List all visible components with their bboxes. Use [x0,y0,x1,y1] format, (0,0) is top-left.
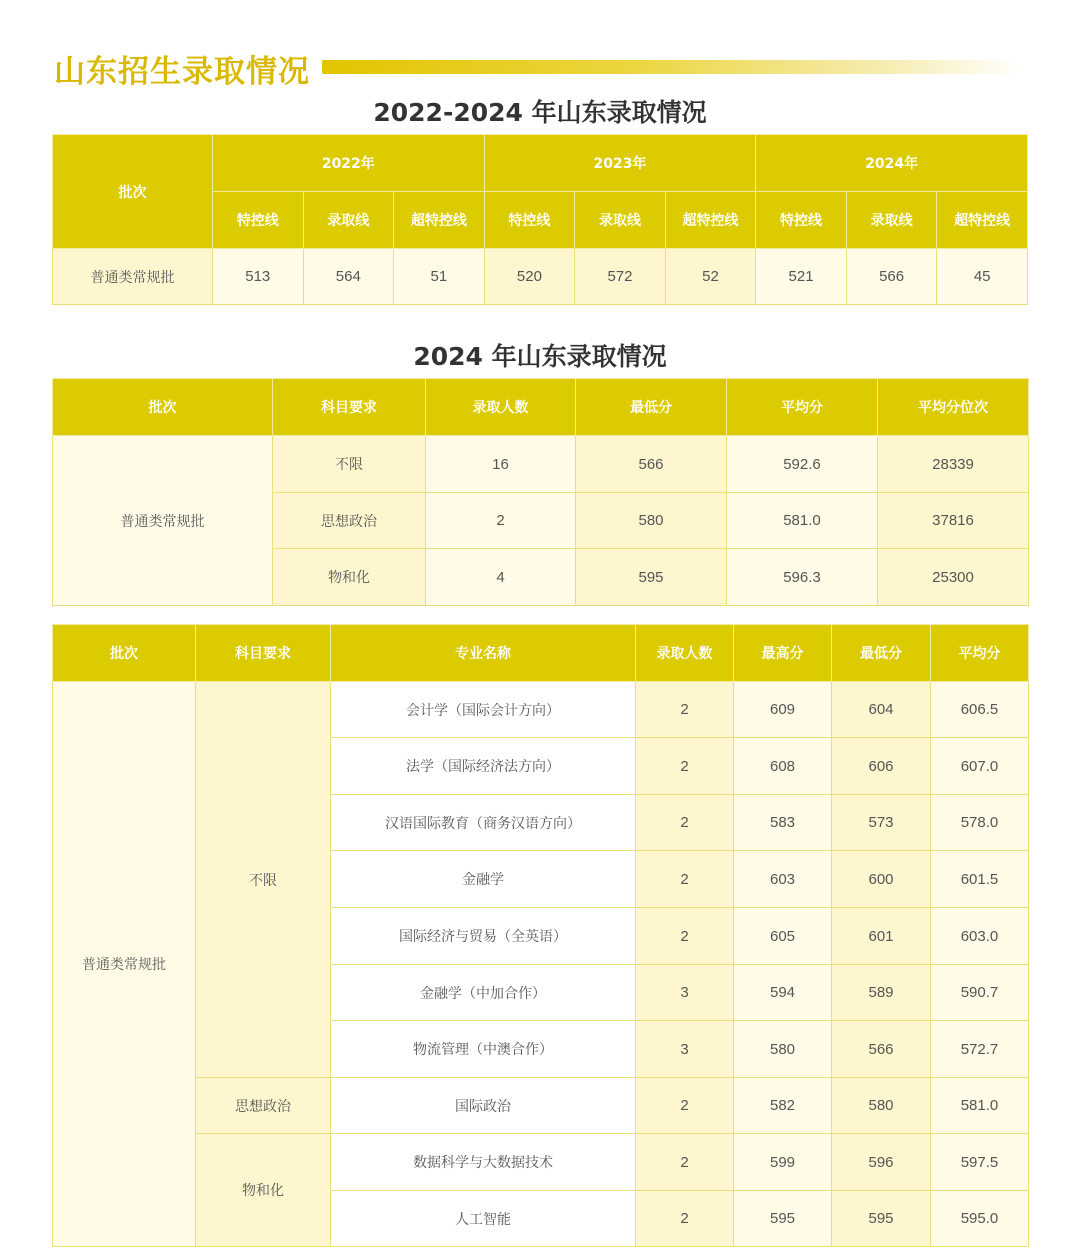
cell-major: 会计学（国际会计方向） [331,682,636,738]
cell-count: 2 [636,908,734,965]
cell-value: 566 [846,249,937,305]
cell-avg: 595.0 [931,1191,1029,1247]
cell-count: 2 [636,682,734,738]
header-min-score: 最低分 [832,625,931,682]
header-major: 专业名称 [331,625,636,682]
cell-value: 51 [394,249,485,305]
cell-subject-group: 思想政治 [196,1078,331,1134]
cell-max: 582 [734,1078,832,1134]
cell-min: 566 [576,436,727,493]
header-special-line: 特控线 [213,192,304,249]
table-2024-majors [52,624,1029,1247]
cell-min: 573 [832,795,931,851]
cell-count: 3 [636,965,734,1021]
cell-max: 583 [734,795,832,851]
section-heading-title: 山东招生录取情况 [54,54,310,90]
cell-max: 603 [734,851,832,908]
cell-count: 4 [426,549,576,606]
cell-avg: 572.7 [931,1021,1029,1078]
header-batch: 批次 [53,625,196,682]
header-year-2024: 2024年 [756,135,1028,192]
cell-subject-group: 不限 [196,682,331,1078]
header-batch: 批次 [53,135,213,249]
cell-value: 513 [213,249,304,305]
cell-subject: 不限 [273,436,426,493]
cell-count: 2 [636,738,734,795]
cell-major: 国际政治 [331,1078,636,1134]
cell-avg: 581.0 [931,1078,1029,1134]
header-min-score: 最低分 [576,379,727,436]
header-year-2023: 2023年 [484,135,756,192]
cell-max: 594 [734,965,832,1021]
cell-min: 604 [832,682,931,738]
cell-avg: 596.3 [727,549,878,606]
cell-max: 599 [734,1134,832,1191]
cell-max: 609 [734,682,832,738]
header-special-line: 特控线 [756,192,847,249]
cell-count: 2 [636,1078,734,1134]
cell-avg: 581.0 [727,493,878,549]
cell-count: 2 [426,493,576,549]
header-over-line: 超特控线 [394,192,485,249]
cell-value: 520 [484,249,575,305]
cell-min: 596 [832,1134,931,1191]
header-subject: 科目要求 [196,625,331,682]
cell-value: 45 [937,249,1028,305]
cell-min: 595 [576,549,727,606]
table1-title: 2022-2024 年山东录取情况 [373,98,707,127]
cell-avg: 607.0 [931,738,1029,795]
cell-avg: 606.5 [931,682,1029,738]
header-max-score: 最高分 [734,625,832,682]
cell-max: 608 [734,738,832,795]
table-2024-summary [52,378,1029,606]
cell-major: 法学（国际经济法方向） [331,738,636,795]
header-year-2022: 2022年 [213,135,485,192]
cell-min: 601 [832,908,931,965]
cell-rank: 25300 [878,549,1029,606]
cell-count: 2 [636,1134,734,1191]
cell-min: 589 [832,965,931,1021]
cell-major: 金融学（中加合作） [331,965,636,1021]
cell-subject: 物和化 [273,549,426,606]
header-avg-score: 平均分 [931,625,1029,682]
cell-min: 595 [832,1191,931,1247]
cell-count: 2 [636,1191,734,1247]
cell-major: 人工智能 [331,1191,636,1247]
cell-min: 580 [576,493,727,549]
cell-avg: 578.0 [931,795,1029,851]
cell-rank: 37816 [878,493,1029,549]
header-avg-rank: 平均分位次 [878,379,1029,436]
cell-major: 金融学 [331,851,636,908]
cell-avg: 603.0 [931,908,1029,965]
cell-avg: 597.5 [931,1134,1029,1191]
cell-avg: 601.5 [931,851,1029,908]
cell-batch: 普通类常规批 [53,682,196,1247]
cell-min: 566 [832,1021,931,1078]
cell-value: 564 [303,249,394,305]
cell-value: 521 [756,249,847,305]
cell-value: 52 [665,249,756,305]
cell-major: 数据科学与大数据技术 [331,1134,636,1191]
cell-batch: 普通类常规批 [53,249,213,305]
cell-rank: 28339 [878,436,1029,493]
header-admission-line: 录取线 [303,192,394,249]
header-batch: 批次 [53,379,273,436]
cell-min: 606 [832,738,931,795]
cell-major: 汉语国际教育（商务汉语方向） [331,795,636,851]
section-heading [52,46,1032,90]
cell-avg: 592.6 [727,436,878,493]
cell-avg: 590.7 [931,965,1029,1021]
cell-max: 595 [734,1191,832,1247]
header-admission-line: 录取线 [575,192,666,249]
cell-count: 2 [636,851,734,908]
cell-value: 572 [575,249,666,305]
cell-major: 物流管理（中澳合作） [331,1021,636,1078]
header-over-line: 超特控线 [937,192,1028,249]
cell-batch: 普通类常规批 [53,436,273,606]
cell-min: 580 [832,1078,931,1134]
cell-subject: 思想政治 [273,493,426,549]
heading-decoration-bar [322,60,1022,74]
cell-count: 3 [636,1021,734,1078]
cell-max: 605 [734,908,832,965]
cell-min: 600 [832,851,931,908]
header-count: 录取人数 [636,625,734,682]
header-special-line: 特控线 [484,192,575,249]
header-over-line: 超特控线 [665,192,756,249]
header-count: 录取人数 [426,379,576,436]
cell-major: 国际经济与贸易（全英语） [331,908,636,965]
header-avg-score: 平均分 [727,379,878,436]
table-2022-2024 [52,134,1028,305]
cell-count: 16 [426,436,576,493]
cell-max: 580 [734,1021,832,1078]
cell-subject-group: 物和化 [196,1134,331,1247]
cell-count: 2 [636,795,734,851]
header-subject: 科目要求 [273,379,426,436]
table2-title: 2024 年山东录取情况 [413,342,667,371]
header-admission-line: 录取线 [846,192,937,249]
